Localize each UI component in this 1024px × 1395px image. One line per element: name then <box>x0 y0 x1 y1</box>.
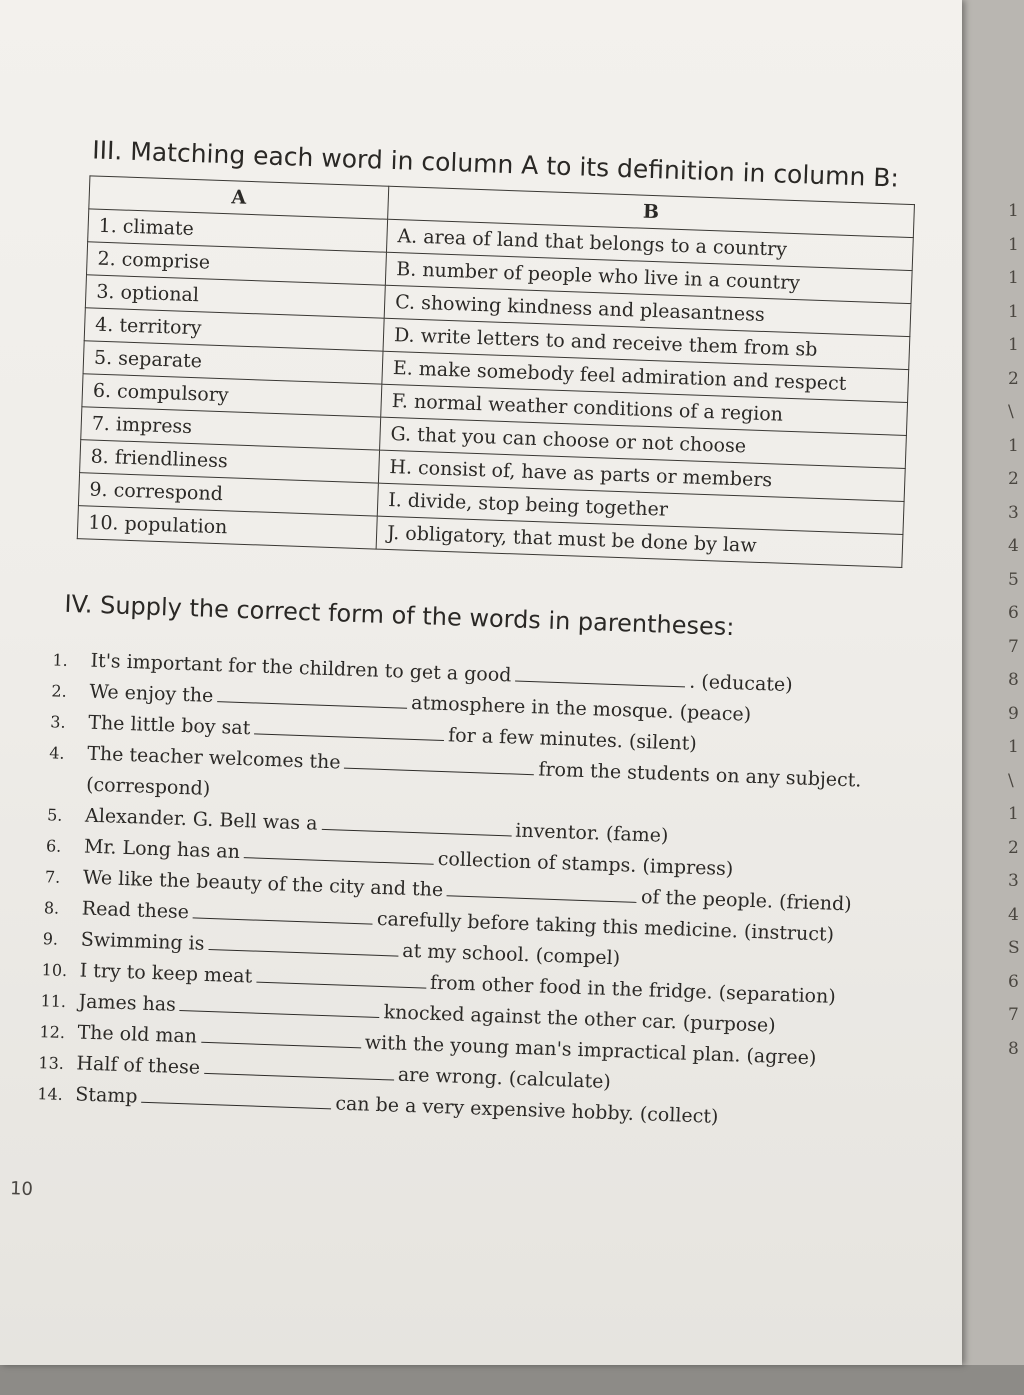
edge-number: 3 <box>1008 502 1019 523</box>
item-text-before: Mr. Long has an <box>83 835 241 863</box>
column-b-definition: I. divide, stop being together <box>377 483 904 534</box>
column-a-word: 8. friendliness <box>80 440 380 483</box>
item-text-after: inventor. (fame) <box>514 819 669 847</box>
edge-number: 1 <box>1008 234 1019 255</box>
answer-blank[interactable] <box>447 877 638 903</box>
item-text-before: It's important for the children to get a good <box>90 649 512 687</box>
item-number: 9. <box>42 929 59 949</box>
matching-table <box>77 175 915 568</box>
column-a-word: 9. correspond <box>78 473 378 516</box>
item-number: 10. <box>41 960 68 981</box>
item-text-before: Stamp <box>75 1083 138 1108</box>
answer-blank[interactable] <box>141 1084 332 1110</box>
column-b-definition: A. area of land that belongs to a country <box>386 219 913 270</box>
exercise-list <box>37 644 893 1138</box>
item-text-before: I try to keep meat <box>79 959 253 988</box>
column-b-definition: C. showing kindness and pleasantness <box>384 285 911 336</box>
item-number: 8. <box>43 898 60 918</box>
item-number: 11. <box>40 991 67 1012</box>
edge-number: 7 <box>1008 1005 1019 1025</box>
item-number: 1. <box>52 650 69 670</box>
edge-number: 2 <box>1008 837 1019 858</box>
answer-blank[interactable] <box>208 931 399 957</box>
edge-number: 9 <box>1008 703 1019 724</box>
column-b-header: B <box>388 186 915 237</box>
item-text-after: at my school. (compel) <box>401 939 621 970</box>
column-b-definition: G. that you can choose or not choose <box>380 417 907 468</box>
column-a-word: 4. territory <box>84 308 384 351</box>
item-number: 2. <box>51 681 68 701</box>
column-a-word: 7. impress <box>81 407 381 450</box>
edge-number: 2 <box>1008 469 1019 489</box>
matching-table-body <box>77 209 913 568</box>
item-text-before: James has <box>78 990 177 1016</box>
edge-number: S <box>1008 938 1020 958</box>
item-number: 6. <box>45 836 62 856</box>
column-a-word: 1. climate <box>88 209 388 252</box>
item-text-after: knocked against the other car. (purpose) <box>383 1001 777 1037</box>
item-number: 14. <box>37 1084 64 1104</box>
item-text-after: of the people. (friend) <box>640 886 853 916</box>
answer-blank[interactable] <box>321 811 512 837</box>
item-number: 5. <box>46 805 63 825</box>
item-number: 4. <box>48 743 65 763</box>
item-number: 12. <box>39 1022 66 1043</box>
answer-blank[interactable] <box>180 992 381 1018</box>
edge-number: 8 <box>1008 670 1019 690</box>
item-text-after: for a few minutes. (silent) <box>447 724 698 755</box>
item-text-after: collection of stamps. (impress) <box>437 847 734 881</box>
answer-blank[interactable] <box>204 1055 395 1081</box>
column-a-word: 6. compulsory <box>82 374 382 417</box>
section3-heading: III. Matching each word in column A to its definition in column B: <box>91 135 900 193</box>
edge-number: 1 <box>1008 804 1019 824</box>
answer-blank[interactable] <box>256 964 427 989</box>
item-number: 7. <box>44 867 61 887</box>
item-number: 13. <box>38 1053 65 1073</box>
item-text-after: can be a very expensive hobby. (collect) <box>335 1092 719 1128</box>
next-page-numbers <box>1008 195 1024 1066</box>
item-number: 3. <box>50 712 66 732</box>
answer-blank[interactable] <box>217 683 408 709</box>
item-text-after: are wrong. (calculate) <box>397 1063 612 1094</box>
item-text-before: Read these <box>81 897 190 924</box>
column-b-definition: F. normal weather conditions of a region <box>381 384 908 435</box>
item-text-before: We enjoy the <box>89 680 214 707</box>
column-b-definition: E. make somebody feel admiration and respect <box>382 351 909 402</box>
edge-number: 4 <box>1008 536 1019 556</box>
column-a-word: 3. optional <box>85 275 385 318</box>
item-text-before: The old man <box>77 1021 198 1048</box>
edge-number: 1 <box>1008 435 1019 456</box>
answer-blank[interactable] <box>193 899 374 924</box>
edge-number: 1 <box>1008 268 1019 288</box>
edge-number: 4 <box>1008 904 1019 925</box>
item-text-after: atmosphere in the mosque. (peace) <box>410 691 752 726</box>
answer-blank[interactable] <box>344 750 535 776</box>
item-text-before: We like the beauty of the city and the <box>82 866 444 902</box>
column-a-word: 2. comprise <box>86 242 386 285</box>
answer-blank[interactable] <box>244 839 435 865</box>
item-text-after: from the students on any subject. (correspond) <box>85 758 862 800</box>
edge-number: 3 <box>1008 871 1019 891</box>
answer-blank[interactable] <box>201 1024 362 1049</box>
column-a-header: A <box>89 176 389 219</box>
answer-blank[interactable] <box>515 663 686 688</box>
page-number: 10 <box>9 1178 34 1200</box>
item-text-before: The little boy sat <box>87 711 251 740</box>
item-text-before: Alexander. G. Bell was a <box>84 804 318 835</box>
edge-number: 7 <box>1008 636 1019 657</box>
item-text-before: Swimming is <box>80 928 205 955</box>
edge-number: 1 <box>1008 301 1019 322</box>
edge-number: 1 <box>1008 335 1019 355</box>
edge-number: 1 <box>1008 201 1019 221</box>
edge-number: \ <box>1008 770 1014 791</box>
item-text-after: . (educate) <box>688 670 794 697</box>
column-b-definition: B. number of people who live in a country <box>385 252 912 303</box>
item-text-after: with the young man's impractical plan. (agree) <box>364 1031 817 1070</box>
item-text-after: carefully before taking this medicine. (instruct) <box>376 907 835 946</box>
item-text-before: The teacher welcomes the <box>86 742 342 774</box>
item-text-after: from other food in the fridge. (separation) <box>429 971 837 1008</box>
column-a-word: 10. population <box>77 506 377 549</box>
item-text-before: Half of these <box>76 1052 201 1079</box>
column-b-definition: D. write letters to and receive them from sb <box>383 318 910 369</box>
edge-number: 2 <box>1008 368 1019 389</box>
edge-number: 5 <box>1008 569 1019 590</box>
edge-number: 6 <box>1008 603 1019 623</box>
column-b-definition: J. obligatory, that must be done by law <box>376 516 903 567</box>
edge-number: 6 <box>1008 971 1019 992</box>
edge-number: \ <box>1008 402 1014 422</box>
section4-heading: IV. Supply the correct form of the words in parentheses: <box>64 589 735 642</box>
column-b-definition: H. consist of, have as parts or members <box>378 450 905 501</box>
edge-number: 8 <box>1008 1038 1019 1059</box>
edge-number: 1 <box>1008 737 1019 757</box>
column-a-word: 5. separate <box>83 341 383 384</box>
answer-blank[interactable] <box>254 715 445 741</box>
